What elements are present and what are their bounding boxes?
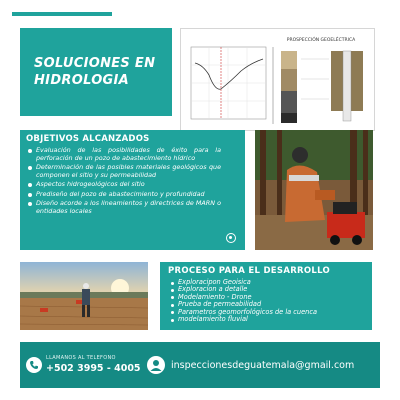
process-title: PROCESO PARA EL DESARROLLO	[168, 266, 331, 276]
process-item: Exploracipon Geoisica	[178, 279, 364, 286]
objective-item: Aspectos hidrogeológicos del sitio	[36, 181, 239, 189]
process-box	[160, 262, 372, 330]
objectives-list	[26, 147, 239, 215]
well-column-right	[351, 51, 363, 111]
field-survey-image	[20, 262, 148, 330]
process-list	[168, 279, 364, 323]
scroll-indicator-icon[interactable]	[226, 233, 236, 243]
objective-item: Determinación de las posibles materiales geológicos que componen el sitio y su permeabilidad	[36, 164, 239, 179]
process-item: Prueba de permeabilidad	[178, 301, 364, 308]
title-line-2: HIDROLOGIA	[34, 73, 130, 88]
soil-layer-4	[281, 113, 297, 123]
page-title	[34, 55, 155, 89]
soil-layer-1	[281, 51, 297, 69]
process-item: Parametros geomorfológicos de la cuenca	[178, 309, 364, 316]
process-item: Modelamiento - Drone	[178, 294, 364, 301]
user-icon[interactable]	[147, 356, 165, 374]
phone-label: LLAMANOS AL TELEFONO	[46, 355, 116, 361]
title-line-1: SOLUCIONES EN	[34, 56, 156, 71]
geoelectric-diagram	[180, 28, 375, 131]
process-item: modelamiento fluvial	[178, 316, 364, 323]
forest-worker-photo	[255, 130, 373, 250]
process-item: Exploracion a detalle	[178, 286, 364, 293]
soil-layer-2	[281, 69, 297, 91]
contact-footer	[20, 342, 380, 388]
top-accent-bar	[12, 12, 112, 16]
phone-number[interactable]: +502 3995 - 4005	[46, 363, 141, 374]
objectives-box	[20, 130, 245, 250]
well-column-left	[331, 51, 343, 111]
lithology-lines	[301, 59, 329, 99]
objectives-title: OBJETIVOS ALCANZADOS	[26, 134, 150, 144]
title-box	[20, 28, 172, 116]
phone-icon[interactable]	[26, 357, 42, 373]
well-casing	[343, 51, 351, 121]
field-survey-photo	[20, 262, 148, 330]
objective-item: Diseño acorde a los lineamientos y directrices de MARN o entidades locales	[36, 200, 239, 215]
diagram-title: PROSPECCIÓN GEOELÉCTRICA	[286, 38, 356, 43]
forest-worker-image	[255, 130, 373, 250]
objective-item: Evaluación de las posibilidades de éxito para la perforación de un pozo de abastecimiento hídrico	[36, 147, 239, 162]
soil-layer-3	[281, 91, 297, 113]
diagram-graphic	[181, 29, 376, 132]
objective-item: Prediseño del pozo de abastecimiento y profundidad	[36, 191, 239, 199]
email-address[interactable]: inspeccionesdeguatemala@gmail.com	[171, 360, 355, 371]
